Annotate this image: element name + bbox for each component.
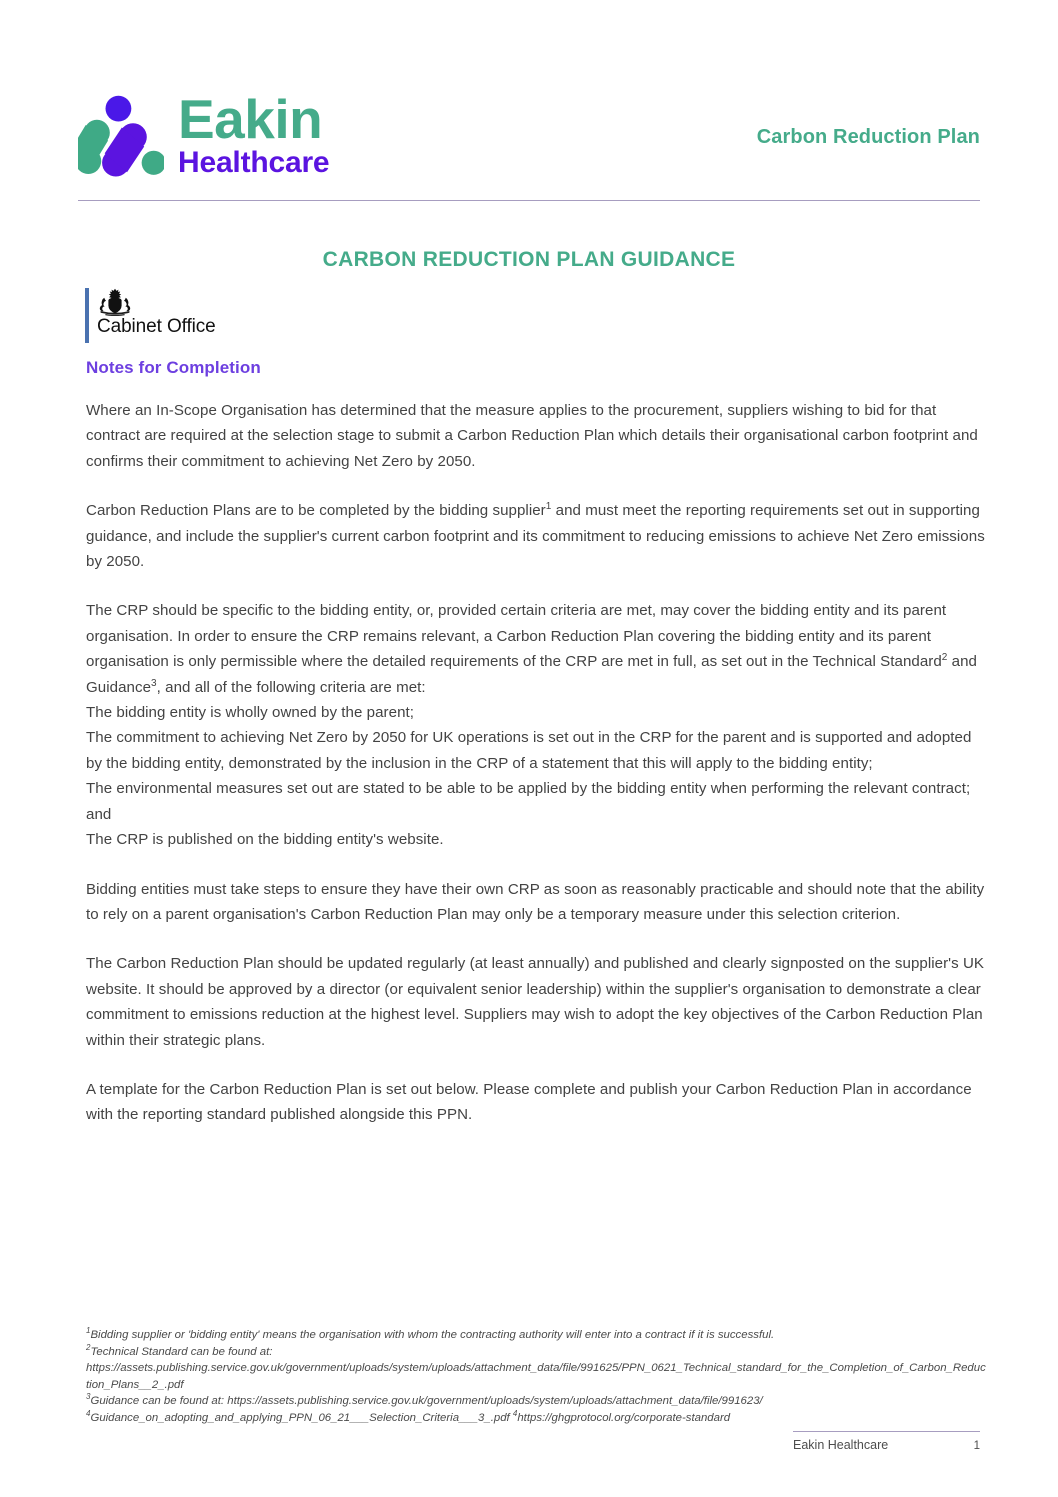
logo-dot-top [106, 96, 132, 122]
footnote-3-marker: 3 [86, 1392, 91, 1402]
footnote-marker-3: 3 [151, 677, 157, 689]
footnote-2-text: Technical Standard can be found at: https://assets.publishing.service.gov.uk/government/uploads/system/uploads/attachment_data/file/991625/PPN_0621_Technical_standard_for_the_Completion_of_Carbon_Reduction_Plans__2_.pdf [86, 1345, 986, 1391]
page-footer [793, 1438, 980, 1452]
header-divider [78, 200, 980, 201]
logo-dot-bottom-right [142, 151, 164, 175]
header-document-label: Carbon Reduction Plan [756, 125, 980, 148]
footnotes-block [86, 1327, 988, 1427]
cabinet-office-body [97, 288, 216, 343]
criterion-item-4: The CRP is published on the bidding entity's website. [86, 831, 444, 849]
brand-wordmark [178, 88, 330, 182]
body-paragraph-3-text-a: The CRP should be specific to the bidding entity, or, provided certain criteria are met, may cover the bidding entity and its parent organisation. In order to ensure the CRP remains relevant, a Carbon Reduction Plan covering the bidding entity and its parent organisation is only permissible where the detailed requirements of the CRP are met in full, as set out in the Technical Standard [86, 602, 947, 671]
criterion-item-2: The commitment to achieving Net Zero by 2050 for UK operations is set out in the CRP for the parent and is supported and adopted by the bidding entity, demonstrated by the inclusion in the CRP of a statement that this will apply to the bidding entity; [86, 729, 972, 772]
royal-coat-of-arms-icon [97, 288, 133, 316]
body-paragraph-3 [86, 598, 988, 700]
body-paragraph-3-text-c: , and all of the following criteria are met: [156, 678, 426, 696]
body-paragraph-3-text-b: and Guidance [86, 653, 977, 696]
eakin-molecule-logo-icon [78, 94, 164, 180]
footnote-2-marker: 2 [86, 1342, 91, 1352]
footnote-1-marker: 1 [86, 1326, 91, 1336]
criterion-item-1: The bidding entity is wholly owned by the parent; [86, 704, 414, 722]
cabinet-office-accent-bar [85, 288, 89, 343]
footnote-3 [86, 1393, 988, 1410]
footnote-4b-marker: 4 [512, 1409, 518, 1419]
cabinet-office-name: Cabinet Office [97, 316, 216, 337]
notes-for-completion-heading: Notes for Completion [86, 358, 261, 377]
footer-divider [793, 1431, 980, 1432]
body-paragraph-5: The Carbon Reduction Plan should be updated regularly (at least annually) and published and clearly signposted on the supplier's UK website. It should be approved by a director (or equivalent senior leadership) within the supplier's organisation to demonstrate a clear commitment to emissions reduction at the highest level. Suppliers may wish to adopt the key objectives of the Carbon Reduction Plan within their strategic plans. [86, 955, 985, 1049]
footnote-2 [86, 1344, 988, 1394]
page-title: CARBON REDUCTION PLAN GUIDANCE [322, 248, 736, 271]
footnote-4-text: Guidance_on_adopting_and_applying_PPN_06_21___Selection_Criteria___3_.pdf [90, 1411, 510, 1424]
brand-name-primary: Eakin [178, 88, 323, 150]
document-body [86, 398, 988, 1152]
footnote-1-text: Bidding supplier or 'bidding entity' means the organisation with whom the contracting authority will enter into a contract if it is successful. [90, 1329, 775, 1341]
body-paragraph-2-text-a: Carbon Reduction Plans are to be completed by the bidding supplier [86, 502, 546, 520]
criterion-item-3: The environmental measures set out are stated to be able to be applied by the bidding entity when performing the relevant contract; and [86, 780, 971, 823]
footnote-marker-1: 1 [545, 501, 552, 513]
body-paragraph-1: Where an In-Scope Organisation has determined that the measure applies to the procurement, suppliers wishing to bid for that contract are required at the selection stage to submit a Carbon Reduction Plan which details their organisational carbon footprint and confirms their commitment to achieving Net Zero by 2050. [86, 402, 978, 470]
footnote-4b-text: https://ghgprotocol.org/corporate-standard [517, 1411, 731, 1424]
body-paragraph-2-text-b: and must meet the reporting requirements set out in supporting guidance, and include the supplier's current carbon footprint and its commitment to reducing emissions to achieve Net Zero emissions by 2050. [86, 502, 985, 571]
footnote-3-text: Guidance can be found at: https://assets.publishing.service.gov.uk/government/uploads/system/uploads/attachment_data/file/991623/ [90, 1395, 763, 1408]
body-paragraph-2 [86, 498, 988, 574]
footnote-4-marker: 4 [86, 1409, 91, 1419]
cabinet-office-logo [85, 288, 216, 343]
footnote-1 [86, 1327, 988, 1344]
footnote-marker-2: 2 [941, 652, 948, 664]
footer-organisation: Eakin Healthcare [793, 1438, 889, 1452]
footer-page-number: 1 [973, 1440, 980, 1452]
page-header [78, 78, 980, 196]
body-paragraph-4: Bidding entities must take steps to ensure they have their own CRP as soon as reasonably practicable and should note that the ability to rely on a parent organisation's Carbon Reduction Plan may only be a temporary measure under this selection criterion. [86, 880, 985, 923]
brand-name-secondary: Healthcare [178, 146, 330, 179]
brand-logo [78, 88, 330, 182]
footnote-4 [86, 1410, 988, 1427]
body-paragraph-6: A template for the Carbon Reduction Plan is set out below. Please complete and publish your Carbon Reduction Plan in accordance with the reporting standard published alongside this PPN. [86, 1080, 972, 1124]
